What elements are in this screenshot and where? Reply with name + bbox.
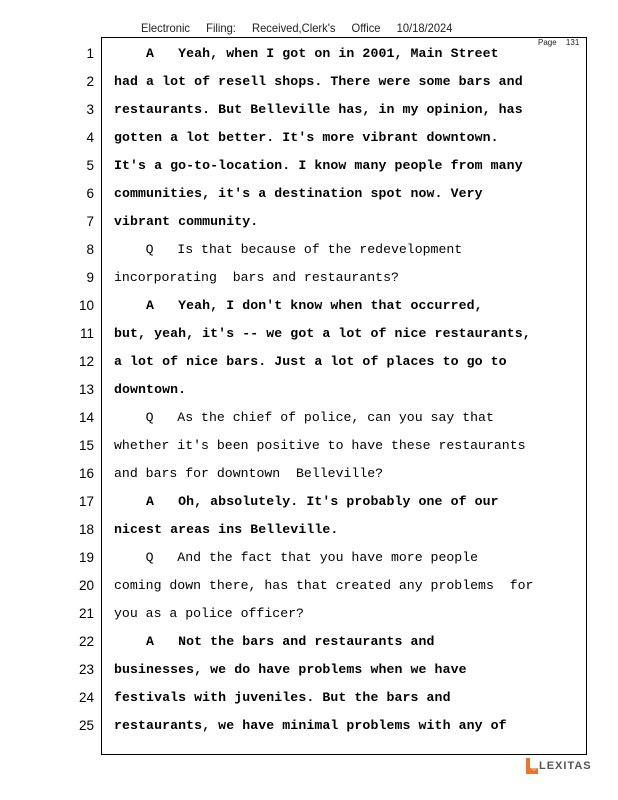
lexitas-logo (524, 758, 592, 774)
answer-line: vibrant community. (114, 214, 259, 229)
line-number: 21 (78, 606, 94, 621)
question-line: Q And the fact that you have more people (114, 550, 479, 565)
lexitas-logo-icon (524, 758, 538, 774)
line-number: 15 (78, 438, 94, 453)
answer-line: had a lot of resell shops. There were some bars and (114, 74, 523, 89)
line-number: 24 (78, 690, 94, 705)
question-line: incorporating bars and restaurants? (114, 270, 399, 285)
line-number-column (70, 40, 94, 740)
line-number: 25 (78, 718, 94, 733)
answer-line: nicest areas ins Belleville. (114, 522, 339, 537)
question-line: coming down there, has that created any problems for (114, 578, 534, 593)
page-number-value: 131 (565, 38, 580, 47)
answer-line: restaurants. But Belleville has, in my opinion, has (114, 102, 523, 117)
answer-line: businesses, we do have problems when we have (114, 662, 467, 677)
line-number: 10 (78, 298, 94, 313)
filing-stamp-word: Filing: (206, 21, 236, 35)
line-number: 5 (86, 158, 94, 173)
answer-line: A Yeah, when I got on in 2001, Main Street (114, 46, 499, 61)
answer-line: downtown. (114, 382, 187, 397)
line-number: 14 (78, 410, 94, 425)
answer-line: festivals with juveniles. But the bars and (114, 690, 451, 705)
lexitas-logo-text: LEXITAS (539, 760, 592, 772)
answer-line: It's a go-to-location. I know many people from many (114, 158, 523, 173)
line-number: 22 (78, 634, 94, 649)
line-number: 16 (78, 466, 94, 481)
line-number: 2 (86, 74, 94, 89)
answer-line: gotten a lot better. It's more vibrant downtown. (114, 130, 499, 145)
line-number: 3 (86, 102, 94, 117)
line-number: 1 (86, 46, 94, 61)
page-label: Page (538, 38, 557, 47)
filing-stamp-word: Electronic (141, 21, 190, 35)
line-number: 7 (86, 214, 94, 229)
question-line: you as a police officer? (114, 606, 304, 621)
question-line: Q Is that because of the redevelopment (114, 242, 463, 257)
answer-line: A Oh, absolutely. It's probably one of our (114, 494, 499, 509)
answer-line: a lot of nice bars. Just a lot of places to go to (114, 354, 507, 369)
filing-stamp-header (141, 21, 452, 35)
transcript-text (114, 40, 580, 740)
answer-line: communities, it's a destination spot now. Very (114, 186, 483, 201)
line-number: 17 (78, 494, 94, 509)
answer-line: restaurants, we have minimal problems with any of (114, 718, 507, 733)
line-number: 23 (78, 662, 94, 677)
line-number: 19 (78, 550, 94, 565)
answer-line: but, yeah, it's -- we got a lot of nice restaurants, (114, 326, 531, 341)
filing-stamp-word: Office (351, 21, 381, 35)
question-line: and bars for downtown Belleville? (114, 466, 384, 481)
answer-line: A Yeah, I don't know when that occurred, (114, 298, 483, 313)
question-line: whether it's been positive to have these restaurants (114, 438, 526, 453)
filing-stamp-date: 10/18/2024 (396, 21, 453, 35)
line-number: 4 (86, 130, 94, 145)
line-number: 12 (78, 354, 94, 369)
line-number: 11 (79, 326, 94, 341)
line-number: 13 (78, 382, 94, 397)
line-number: 18 (78, 522, 94, 537)
answer-line: A Not the bars and restaurants and (114, 634, 435, 649)
line-number: 6 (86, 186, 94, 201)
line-number: 20 (78, 578, 94, 593)
line-number: 9 (86, 270, 94, 285)
line-number: 8 (86, 242, 94, 257)
filing-stamp-word: Received,Clerk's (252, 21, 336, 35)
question-line: Q As the chief of police, can you say that (114, 410, 494, 425)
